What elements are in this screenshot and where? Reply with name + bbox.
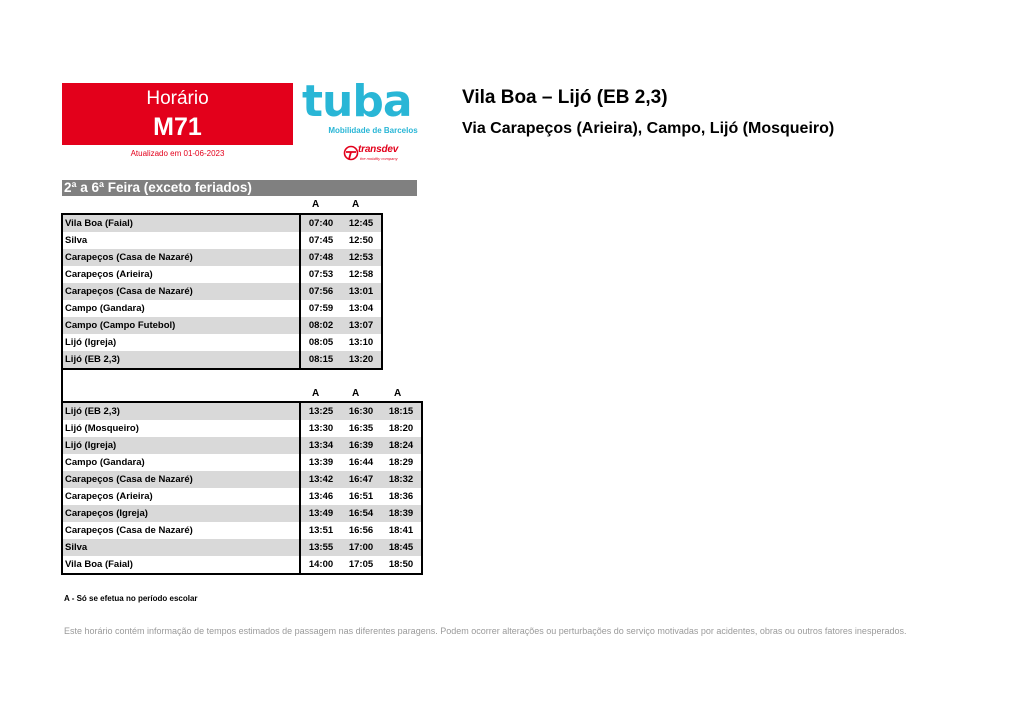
departure-time: 13:07 xyxy=(341,317,382,334)
schedule-badge xyxy=(62,83,293,145)
departure-time: 16:39 xyxy=(341,437,381,454)
departure-time: 08:02 xyxy=(300,317,341,334)
footnote: A - Só se efetua no período escolar xyxy=(64,594,198,603)
table-row xyxy=(62,283,382,300)
stop-name: Lijó (Mosqueiro) xyxy=(62,420,300,437)
departure-time: 16:44 xyxy=(348,457,374,468)
table-row xyxy=(62,505,422,522)
stop-name: Carapeços (Casa de Nazaré) xyxy=(62,283,300,300)
departure-time: 18:32 xyxy=(381,471,422,488)
route-title: Vila Boa – Lijó (EB 2,3) xyxy=(462,87,668,108)
departure-time: 16:30 xyxy=(341,402,381,420)
departure-time: 12:58 xyxy=(348,269,374,280)
outbound-timetable xyxy=(61,213,383,370)
departure-time: 12:45 xyxy=(341,214,382,232)
route-subtitle: Via Carapeços (Arieira), Campo, Lijó (Mosqueiro) xyxy=(462,120,835,137)
departure-time: 16:51 xyxy=(348,491,374,502)
outbound-note-2: A xyxy=(352,199,360,210)
departure-time: 08:15 xyxy=(300,351,341,369)
departure-time: 08:05 xyxy=(308,337,334,348)
table-row xyxy=(62,214,382,232)
departure-time: 07:59 xyxy=(308,303,334,314)
stop-name: Vila Boa (Faial) xyxy=(62,556,300,574)
departure-time: 18:20 xyxy=(388,423,414,434)
departure-time: 13:10 xyxy=(348,337,374,348)
departure-time: 13:01 xyxy=(341,283,382,300)
departure-time: 18:36 xyxy=(388,491,414,502)
stop-name: Lijó (EB 2,3) xyxy=(62,351,300,369)
stop-name: Lijó (EB 2,3) xyxy=(62,402,300,420)
departure-time: 07:40 xyxy=(300,214,341,232)
table-row xyxy=(62,471,422,488)
schedule-label: Horário xyxy=(146,88,209,109)
transdev-swirl-icon xyxy=(343,145,359,161)
departure-time: 12:50 xyxy=(348,235,374,246)
stop-name: Lijó (Igreja) xyxy=(62,437,300,454)
departure-time: 07:53 xyxy=(308,269,334,280)
table-row xyxy=(62,488,422,505)
departure-time: 18:15 xyxy=(381,402,422,420)
departure-time: 13:55 xyxy=(300,539,341,556)
table-row xyxy=(62,317,382,334)
departure-time: 16:35 xyxy=(348,423,374,434)
departure-time: 07:45 xyxy=(308,235,334,246)
departure-time: 13:51 xyxy=(308,525,334,536)
table-row xyxy=(62,334,382,351)
stop-name: Silva xyxy=(62,232,300,249)
departure-time: 18:39 xyxy=(381,505,422,522)
departure-time: 18:50 xyxy=(388,559,414,570)
stop-name: Lijó (Igreja) xyxy=(62,334,300,351)
table-row xyxy=(62,556,422,574)
return-timetable xyxy=(61,401,423,575)
updated-date: Atualizado em 01-06-2023 xyxy=(130,149,225,158)
departure-time: 13:34 xyxy=(300,437,341,454)
departure-time: 13:49 xyxy=(300,505,341,522)
stop-name: Carapeços (Casa de Nazaré) xyxy=(62,522,300,539)
departure-time: 07:48 xyxy=(300,249,341,266)
table-row xyxy=(62,249,382,266)
tuba-logo xyxy=(300,82,442,124)
stop-name: Carapeços (Igreja) xyxy=(62,505,300,522)
departure-time: 18:29 xyxy=(388,457,414,468)
departure-time: 12:53 xyxy=(341,249,382,266)
stop-name: Campo (Campo Futebol) xyxy=(62,317,300,334)
route-code: M71 xyxy=(153,113,202,141)
return-note-1: A xyxy=(312,388,320,399)
departure-time: 13:39 xyxy=(308,457,334,468)
departure-time: 13:25 xyxy=(300,402,341,420)
departure-time: 13:04 xyxy=(348,303,374,314)
departure-time: 16:56 xyxy=(348,525,374,536)
table-row xyxy=(62,266,382,283)
stop-name: Carapeços (Casa de Nazaré) xyxy=(62,249,300,266)
table-row xyxy=(62,232,382,249)
table-row xyxy=(62,539,422,556)
departure-time: 17:00 xyxy=(341,539,381,556)
stop-name: Campo (Gandara) xyxy=(62,454,300,471)
operator-tagline: the mobility company xyxy=(360,156,398,161)
departure-time: 16:54 xyxy=(341,505,381,522)
return-note-2: A xyxy=(352,388,360,399)
disclaimer: Este horário contém informação de tempos estimados de passagem nas diferentes paragens. Podem ocorrer alterações ou perturbações do serviço motivadas por acidentes, obras ou outros fatores inesperados. xyxy=(64,626,907,636)
departure-time: 18:41 xyxy=(388,525,414,536)
transdev-logo xyxy=(343,144,413,164)
departure-time: 14:00 xyxy=(308,559,334,570)
departure-time: 17:05 xyxy=(348,559,374,570)
departure-time: 13:20 xyxy=(341,351,382,369)
tuba-logo-text: tuba xyxy=(302,82,412,124)
operator-name: transdev xyxy=(358,144,399,155)
departure-time: 13:42 xyxy=(300,471,341,488)
departure-time: 07:56 xyxy=(300,283,341,300)
departure-time: 18:45 xyxy=(381,539,422,556)
table-row xyxy=(62,437,422,454)
stop-name: Vila Boa (Faial) xyxy=(62,214,300,232)
table-row xyxy=(62,420,422,437)
stop-name: Carapeços (Casa de Nazaré) xyxy=(62,471,300,488)
departure-time: 13:46 xyxy=(308,491,334,502)
day-type-bar: 2ª a 6ª Feira (exceto feriados) xyxy=(62,180,417,196)
stop-name: Campo (Gandara) xyxy=(62,300,300,317)
departure-time: 18:24 xyxy=(381,437,422,454)
departure-time: 16:47 xyxy=(341,471,381,488)
departure-time: 13:30 xyxy=(308,423,334,434)
stop-name: Carapeços (Arieira) xyxy=(62,266,300,283)
table-row xyxy=(62,454,422,471)
outbound-note-1: A xyxy=(312,199,320,210)
table-separator xyxy=(61,367,63,401)
stop-name: Carapeços (Arieira) xyxy=(62,488,300,505)
table-row xyxy=(62,522,422,539)
table-row xyxy=(62,402,422,420)
return-note-3: A xyxy=(394,388,402,399)
table-row xyxy=(62,300,382,317)
stop-name: Silva xyxy=(62,539,300,556)
table-row xyxy=(62,351,382,369)
brand-subtitle: Mobilidade de Barcelos xyxy=(328,126,418,135)
